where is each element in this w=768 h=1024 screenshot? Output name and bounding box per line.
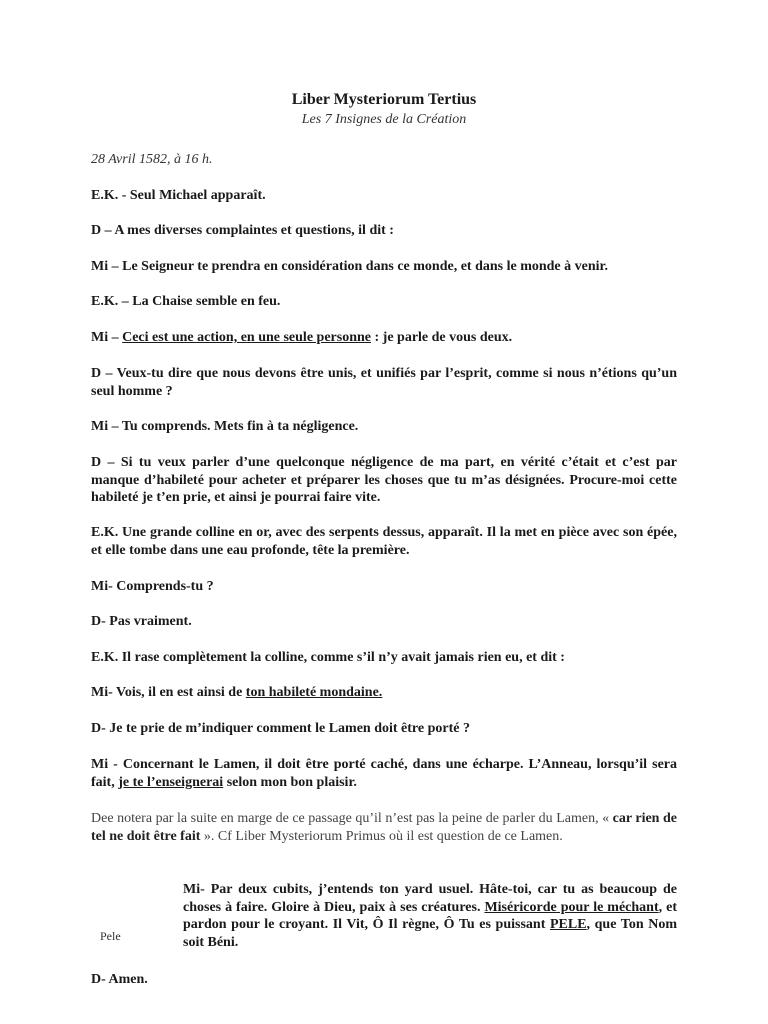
paragraph-15-start: Mi - Concernant le Lamen, il doit être porté caché, dans une écharpe. L’Anneau, lorsqu’il sera fait, — [91, 757, 677, 790]
paragraph-11: D- Pas vraiment. — [91, 614, 192, 629]
paragraph-6: D – Veux-tu dire que nous devons être unis, et unifiés par l’esprit, comme si nous n’étions qu’un seul homme ? — [91, 366, 677, 399]
paragraph-1: E.K. - Seul Michael apparaît. — [91, 188, 266, 203]
paragraph-5-end: : je parle de vous deux. — [371, 330, 513, 345]
editor-note-start: Dee notera par la suite en marge de ce passage qu’il n’est pas la peine de parler du Lamen, « — [91, 811, 613, 826]
editor-note — [91, 810, 677, 846]
paragraph-9: E.K. Une grande colline en or, avec des serpents dessus, apparaît. Il la met en pièce avec son épée, et elle tombe dans une eau profonde, tête la première. — [91, 525, 677, 558]
paragraph-15-underlined: je te l’enseignerai — [118, 774, 224, 790]
paragraph-5-underlined: Ceci est une action, en une seule personne — [122, 330, 371, 345]
paragraph-16-underlined-2: PELE — [549, 917, 587, 932]
paragraph-10: Mi- Comprends-tu ? — [91, 579, 214, 594]
paragraph-2: D – A mes diverses complaintes et questions, il dit : — [91, 223, 394, 238]
paragraph-17: D- Amen. — [91, 972, 148, 987]
editor-note-quote: car rien de tel ne doit être fait — [91, 811, 677, 844]
paragraph-13-start: Mi- Vois, il en est ainsi de — [91, 685, 246, 700]
margin-note-pele: Pele — [100, 929, 121, 943]
paragraph-8: D – Si tu veux parler d’une quelconque négligence de ma part, en vérité c’était et c’est par manque d’habileté pour acheter et préparer les choses que tu m’as désignées. Procure-moi cette habileté je t’en prie, et ainsi je pourrai faire vite. — [91, 455, 677, 505]
paragraph-3: Mi – Le Seigneur te prendra en considération dans ce monde, et dans le monde à venir. — [91, 259, 608, 274]
paragraph-16-part-3: , que Ton Nom soit Béni. — [183, 917, 677, 950]
paragraph-5-start: Mi – — [91, 330, 123, 345]
paragraph-14: D- Je te prie de m’indiquer comment le Lamen doit être porté ? — [91, 721, 470, 736]
paragraph-15 — [91, 756, 677, 791]
paragraph-16-part-2: , et pardon pour le croyant. Il Vit, Ô Il règne, Ô Tu es puissant — [183, 899, 677, 932]
editor-note-end: ». Cf Liber Mysteriorum Primus où il est question de ce Lamen. — [200, 829, 563, 844]
paragraph-7: Mi – Tu comprends. Mets fin à ta négligence. — [91, 419, 359, 434]
document-subtitle: Les 7 Insignes de la Création — [301, 112, 467, 127]
document-title: Liber Mysteriorum Tertius — [291, 91, 477, 108]
paragraph-4: E.K. – La Chaise semble en feu. — [91, 294, 281, 309]
paragraph-13-underlined: ton habileté mondaine. — [245, 685, 383, 700]
paragraph-16-part-1: Mi- Par deux cubits, j’entends ton yard usuel. Hâte-toi, car tu as beaucoup de choses à faire. Gloire à Dieu, paix à ses créatures. — [183, 882, 677, 915]
paragraph-12: E.K. Il rase complètement la colline, comme s’il n’y avait jamais rien eu, et dit : — [91, 650, 565, 665]
paragraph-5 — [91, 329, 677, 347]
paragraph-16-underlined-1: Miséricorde pour le méchant — [484, 899, 659, 915]
paragraph-13 — [91, 684, 677, 702]
session-date: 28 Avril 1582, à 16 h. — [91, 152, 213, 167]
paragraph-15-end: selon mon bon plaisir. — [223, 774, 357, 790]
paragraph-16 — [183, 881, 677, 951]
